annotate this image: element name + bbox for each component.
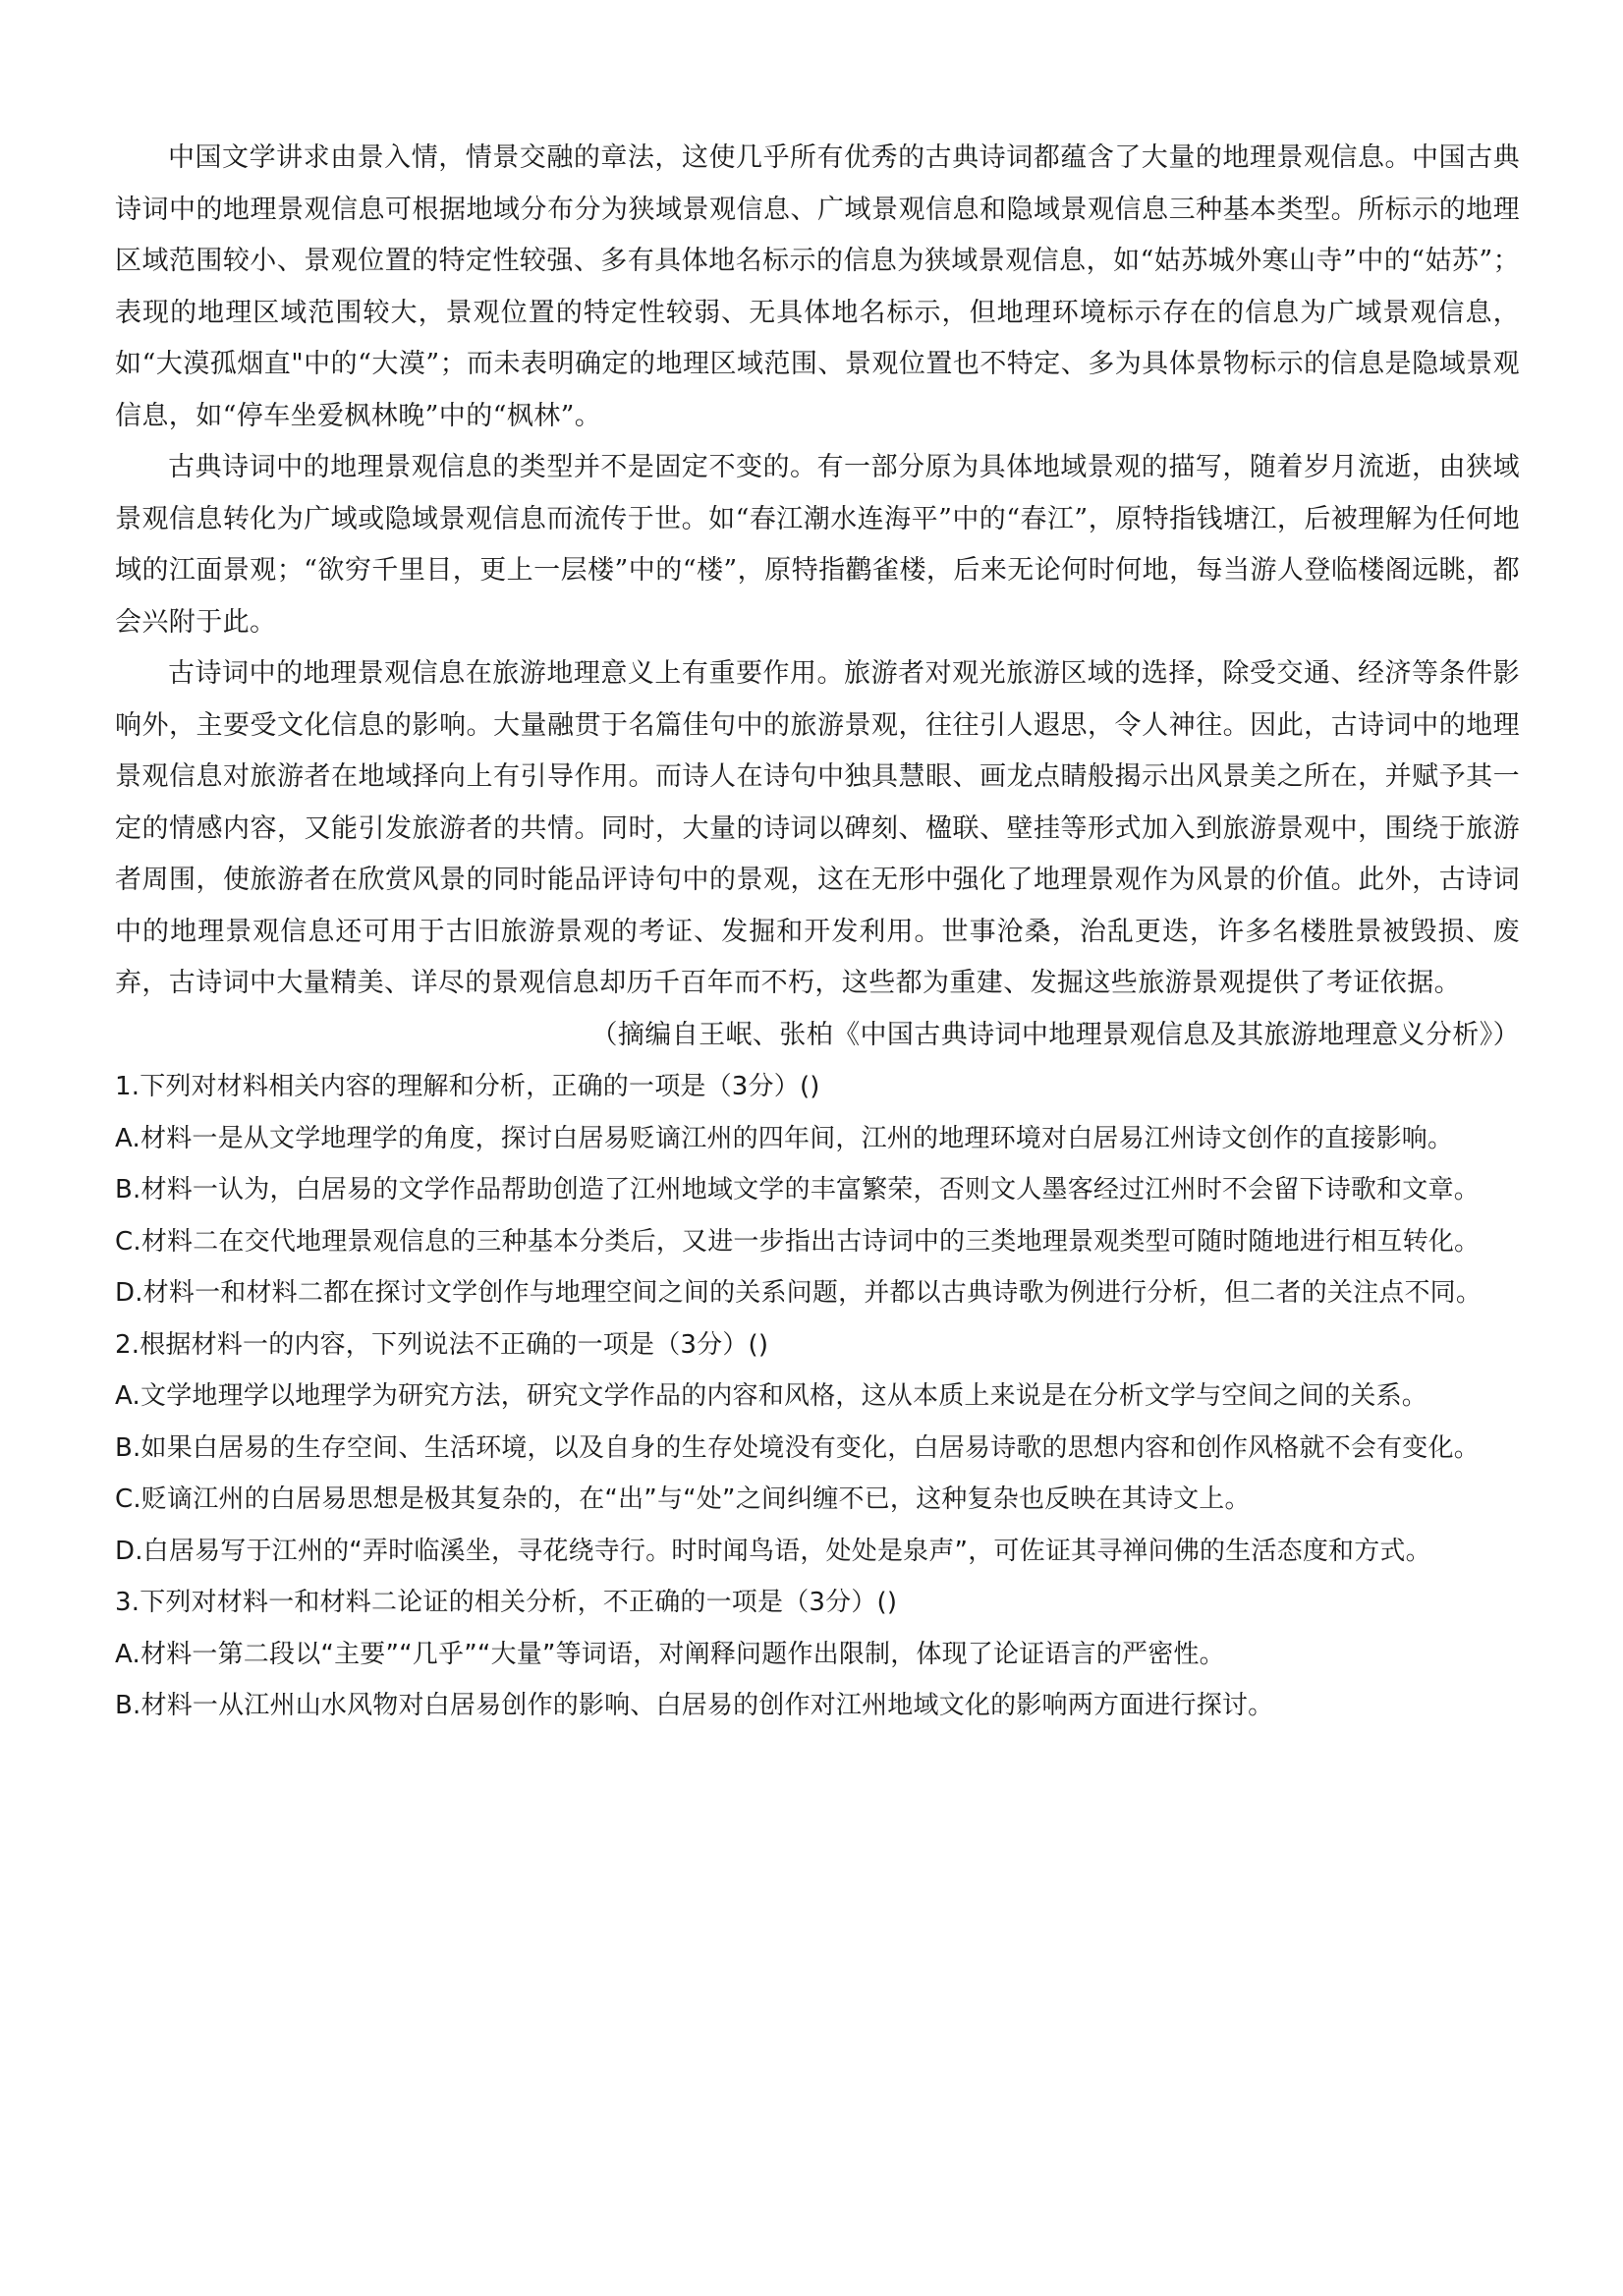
- question-2-option-b: B.如果白居易的生存空间、生活环境，以及自身的生存处境没有变化，白居易诗歌的思想内容和创作风格就不会有变化。: [115, 1432, 1480, 1463]
- question-2-option-d: D.白居易写于江州的“弄时临溪坐，寻花绕寺行。时时闻鸟语，处处是泉声”，可佐证其寻禅问佛的生活态度和方式。: [115, 1536, 1431, 1566]
- question-2: [115, 1319, 1520, 1578]
- question-1-option-b: B.材料一认为，白居易的文学作品帮助创造了江州地域文学的丰富繁荣，否则文人墨客经过江州时不会留下诗歌和文章。: [115, 1175, 1480, 1204]
- question-1-option-a: A.材料一是从文学地理学的角度，探讨白居易贬谪江州的四年间，江州的地理环境对白居易江州诗文创作的直接影响。: [115, 1123, 1454, 1153]
- question-3-option-b: B.材料一从江州山水风物对白居易创作的影响、白居易的创作对江州地域文化的影响两方面进行探讨。: [115, 1691, 1274, 1720]
- exam-page: [115, 133, 1520, 1732]
- question-1: [115, 1061, 1520, 1319]
- question-2-option-c: C.贬谪江州的白居易思想是极其复杂的，在“出”与“处”之间纠缠不已，这种复杂也反映在其诗文上。: [115, 1484, 1251, 1514]
- question-1-title: 1.下列对材料相关内容的理解和分析，正确的一项是（3分）(): [115, 1072, 820, 1101]
- question-1-option-c: C.材料二在交代地理景观信息的三种基本分类后，又进一步指出古诗词中的三类地理景观类型可随时随地进行相互转化。: [115, 1226, 1481, 1257]
- question-3-option-a: A.材料一第二段以“主要”“几乎”“大量”等词语，对阐释问题作出限制，体现了论证语言的严密性。: [115, 1639, 1225, 1669]
- question-3: [115, 1577, 1520, 1732]
- question-3-title: 3.下列对材料一和材料二论证的相关分析，不正确的一项是（3分）(): [115, 1588, 898, 1617]
- question-2-option-a: A.文学地理学以地理学为研究方法，研究文学作品的内容和风格，这从本质上来说是在分析文学与空间之间的关系。: [115, 1381, 1427, 1411]
- passage-paragraph-3: 古诗词中的地理景观信息在旅游地理意义上有重要作用。旅游者对观光旅游区域的选择，除受交通、经济等条件影响外，主要受文化信息的影响。大量融贯于名篇佳句中的旅游景观，往往引人遐思，令人神往。因此，古诗词中的地理景观信息对旅游者在地域择向上有引导作用。而诗人在诗句中独具慧眼、画龙点睛般揭示出风景美之所在，并赋予其一定的情感内容，又能引发旅游者的共情。同时，大量的诗词以碑刻、楹联、壁挂等形式加入到旅游景观中，围绕于旅游者周围，使旅游者在欣赏风景的同时能品评诗句中的景观，这在无形中强化了地理景观作为风景的价值。此外，古诗词中的地理景观信息还可用于古旧旅游景观的考证、发掘和开发利用。世事沧桑，治乱更迭，许多名楼胜景被毁损、废弃，古诗词中大量精美、详尽的景观信息却历千百年而不朽，这些都为重建、发掘这些旅游景观提供了考证依据。: [115, 658, 1520, 998]
- question-2-title: 2.根据材料一的内容，下列说法不正确的一项是（3分）(): [115, 1329, 769, 1360]
- passage-paragraph-1: 中国文学讲求由景入情，情景交融的章法，这使几乎所有优秀的古典诗词都蕴含了大量的地理景观信息。中国古典诗词中的地理景观信息可根据地域分布分为狭域景观信息、广域景观信息和隐域景观信息三种基本类型。所标示的地理区域范围较小、景观位置的特定性较强、多有具体地名标示的信息为狭域景观信息，如“姑苏城外寒山寺”中的“姑苏”；表现的地理区域范围较大，景观位置的特定性较弱、无具体地名标示，但地理环境标示存在的信息为广域景观信息，如“大漠孤烟直"中的“大漠”；而未表明确定的地理区域范围、景观位置也不特定、多为具体景物标示的信息是隐域景观信息，如“停车坐爱枫林晚”中的“枫林”。: [115, 142, 1520, 431]
- question-1-option-d: D.材料一和材料二都在探讨文学创作与地理空间之间的关系问题，并都以古典诗歌为例进行分析，但二者的关注点不同。: [115, 1278, 1483, 1308]
- passage-paragraph-2: 古典诗词中的地理景观信息的类型并不是固定不变的。有一部分原为具体地域景观的描写，随着岁月流逝，由狭域景观信息转化为广域或隐域景观信息而流传于世。如“春江潮水连海平”中的“春江”，原特指钱塘江，后被理解为任何地域的江面景观；“欲穷千里目，更上一层楼”中的“楼”，原特指鹳雀楼，后来无论何时何地，每当游人登临楼阁远眺，都会兴附于此。: [115, 452, 1520, 638]
- passage-source: （摘编自王岷、张柏《中国古典诗词中地理景观信息及其旅游地理意义分析》）: [590, 1019, 1520, 1050]
